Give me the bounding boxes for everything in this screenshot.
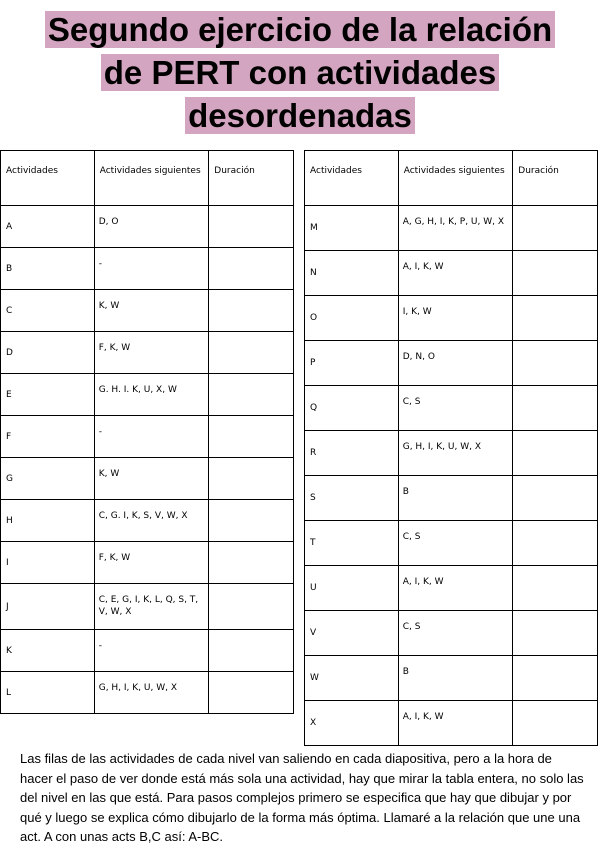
activity-cell: Q — [305, 386, 399, 431]
duration-cell — [209, 248, 294, 290]
activity-cell: D — [1, 332, 95, 374]
duration-cell — [209, 374, 294, 416]
duration-cell — [209, 332, 294, 374]
table-row — [1, 672, 294, 714]
table-row — [305, 521, 598, 566]
activity-cell: U — [305, 566, 399, 611]
table-row — [305, 431, 598, 476]
next-activities-cell: - — [94, 630, 209, 672]
header-duration: Duración — [513, 151, 598, 206]
activities-table-right — [304, 150, 598, 746]
duration-cell — [209, 672, 294, 714]
table-row — [305, 611, 598, 656]
next-activities-cell: G, H, I, K, U, W, X — [398, 431, 513, 476]
duration-cell — [513, 341, 598, 386]
table-row — [1, 630, 294, 672]
activity-cell: H — [1, 500, 95, 542]
duration-cell — [513, 476, 598, 521]
explanation-paragraph: Las filas de las actividades de cada nivel van saliendo en cada diapositiva, pero a la hora de hacer el paso de ver donde está más sola una actividad, hay que mirar la tabla entera, no solo las del nivel en las que está. Para pasos complejos primero se especifica que hay que dibujar y por qué y luego se explica cómo dibujarlo de la forma más óptima. Llamaré a la relación que une una act. A con unas acts B,C así: A-BC. — [20, 751, 584, 844]
activity-cell: S — [305, 476, 399, 521]
activity-cell: P — [305, 341, 399, 386]
title-line-2: de PERT con actividades — [101, 54, 499, 91]
next-activities-cell: A, I, K, W — [398, 701, 513, 746]
header-row — [305, 151, 598, 206]
next-activities-cell: A, G, H, I, K, P, U, W, X — [398, 206, 513, 251]
duration-cell — [209, 458, 294, 500]
duration-cell — [209, 416, 294, 458]
duration-cell — [209, 290, 294, 332]
next-activities-cell: C, E, G, I, K, L, Q, S, T, V, W, X — [94, 584, 209, 630]
next-activities-cell: C, G. I, K, S, V, W, X — [94, 500, 209, 542]
next-activities-cell: A, I, K, W — [398, 251, 513, 296]
next-activities-cell: C, S — [398, 386, 513, 431]
title-line-3: desordenadas — [185, 97, 415, 134]
table-row — [305, 656, 598, 701]
activity-cell: N — [305, 251, 399, 296]
duration-cell — [513, 431, 598, 476]
next-activities-cell: D, O — [94, 206, 209, 248]
next-activities-cell: F, K, W — [94, 542, 209, 584]
next-activities-cell: I, K, W — [398, 296, 513, 341]
activity-cell: L — [1, 672, 95, 714]
activity-cell: F — [1, 416, 95, 458]
duration-cell — [513, 656, 598, 701]
table-row — [305, 701, 598, 746]
activity-cell: B — [1, 248, 95, 290]
table-row — [1, 500, 294, 542]
activity-cell: I — [1, 542, 95, 584]
duration-cell — [209, 500, 294, 542]
table-row — [305, 386, 598, 431]
duration-cell — [513, 611, 598, 656]
next-activities-cell: G, H, I, K, U, W, X — [94, 672, 209, 714]
next-activities-cell: K, W — [94, 458, 209, 500]
duration-cell — [209, 542, 294, 584]
duration-cell — [513, 566, 598, 611]
next-activities-cell: - — [94, 416, 209, 458]
duration-cell — [513, 521, 598, 566]
duration-cell — [513, 296, 598, 341]
header-activity: Actividades — [1, 151, 95, 206]
activity-cell: A — [1, 206, 95, 248]
header-row — [1, 151, 294, 206]
next-activities-cell: C, S — [398, 611, 513, 656]
activity-cell: W — [305, 656, 399, 701]
next-activities-cell: B — [398, 476, 513, 521]
activity-cell: V — [305, 611, 399, 656]
table-row — [1, 542, 294, 584]
activity-cell: C — [1, 290, 95, 332]
duration-cell — [513, 206, 598, 251]
header-next-activities: Actividades siguientes — [94, 151, 209, 206]
header-activity: Actividades — [305, 151, 399, 206]
next-activities-cell: - — [94, 248, 209, 290]
table-row — [305, 476, 598, 521]
duration-cell — [209, 584, 294, 630]
next-activities-cell: K, W — [94, 290, 209, 332]
next-activities-cell: C, S — [398, 521, 513, 566]
duration-cell — [513, 251, 598, 296]
activity-cell: G — [1, 458, 95, 500]
activity-cell: M — [305, 206, 399, 251]
activity-cell: E — [1, 374, 95, 416]
table-row — [1, 416, 294, 458]
activity-cell: K — [1, 630, 95, 672]
table-row — [1, 206, 294, 248]
next-activities-cell: F, K, W — [94, 332, 209, 374]
table-row — [305, 566, 598, 611]
table-row — [1, 458, 294, 500]
next-activities-cell: A, I, K, W — [398, 566, 513, 611]
table-row — [305, 296, 598, 341]
table-row — [305, 206, 598, 251]
table-row — [305, 341, 598, 386]
next-activities-cell: D, N, O — [398, 341, 513, 386]
table-row — [305, 251, 598, 296]
activities-table-left — [0, 150, 294, 714]
activity-cell: X — [305, 701, 399, 746]
header-next-activities: Actividades siguientes — [398, 151, 513, 206]
table-row — [1, 584, 294, 630]
duration-cell — [209, 630, 294, 672]
table-row — [1, 248, 294, 290]
activity-cell: R — [305, 431, 399, 476]
duration-cell — [209, 206, 294, 248]
table-row — [1, 290, 294, 332]
duration-cell — [513, 386, 598, 431]
activity-cell: J — [1, 584, 95, 630]
duration-cell — [513, 701, 598, 746]
header-duration: Duración — [209, 151, 294, 206]
page-title — [0, 8, 600, 137]
activity-cell: O — [305, 296, 399, 341]
next-activities-cell: B — [398, 656, 513, 701]
table-row — [1, 332, 294, 374]
title-line-1: Segundo ejercicio de la relación — [45, 11, 555, 48]
next-activities-cell: G. H. I. K, U, X, W — [94, 374, 209, 416]
table-row — [1, 374, 294, 416]
activity-cell: T — [305, 521, 399, 566]
